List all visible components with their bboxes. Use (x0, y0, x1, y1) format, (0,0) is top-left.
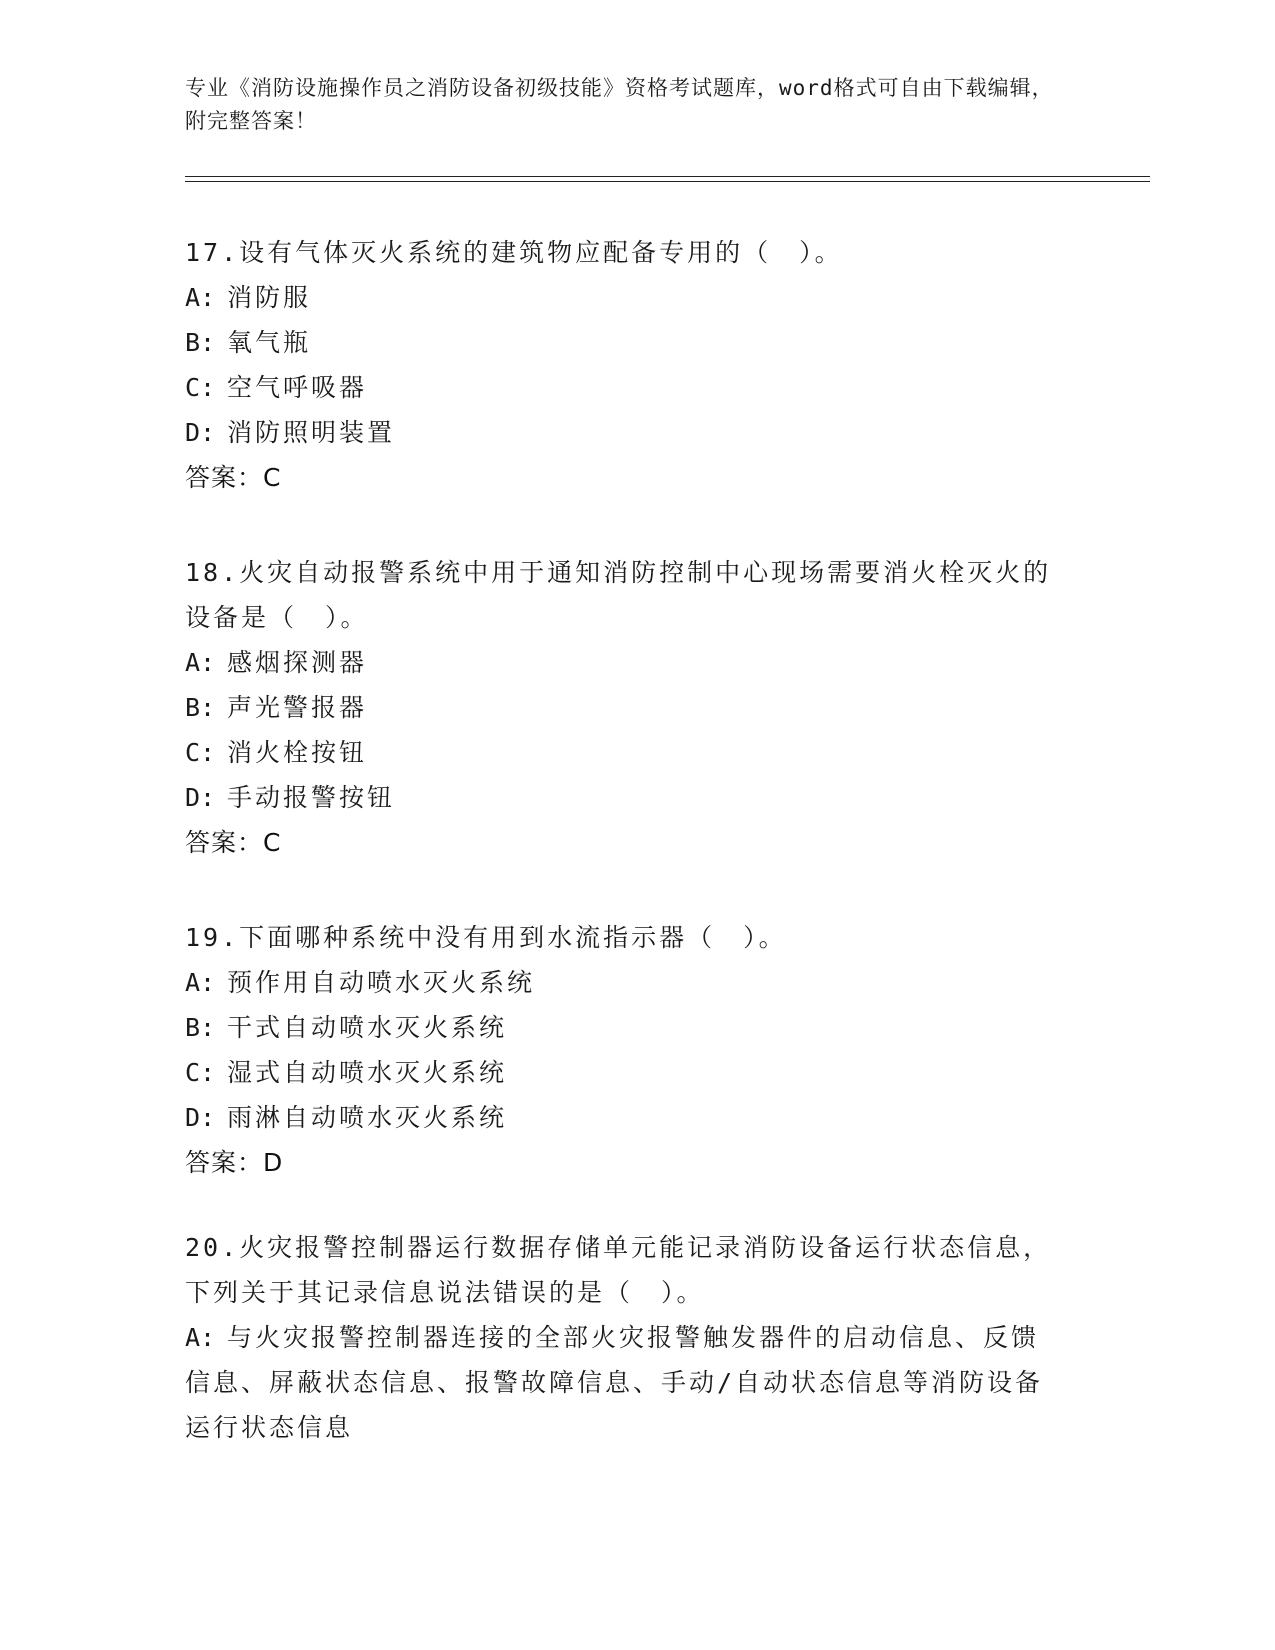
document-header: 专业《消防设施操作员之消防设备初级技能》资格考试题库，word格式可自由下载编辑，附完整答案！ (185, 76, 1054, 133)
option-text: 氧气瓶 (227, 328, 312, 357)
option-text: 声光警报器 (227, 693, 368, 722)
option-key: D: (185, 783, 216, 812)
option-a (185, 960, 1065, 1005)
option-text: 预作用自动喷水灭火系统 (227, 968, 536, 997)
answer-label: 答案： (185, 828, 264, 857)
question-stem (185, 1225, 1065, 1315)
option-key: B: (185, 693, 216, 722)
option-key: C: (185, 1058, 216, 1087)
answer-line (185, 455, 1065, 500)
option-text: 手动报警按钮 (227, 783, 396, 812)
option-text: 干式自动喷水灭火系统 (227, 1013, 508, 1042)
option-d (185, 410, 1065, 455)
option-c (185, 1050, 1065, 1095)
question-text: 设有气体灭火系统的建筑物应配备专用的（ ）。 (239, 238, 843, 267)
option-key: B: (185, 328, 216, 357)
question-17 (185, 230, 1065, 500)
option-key: A: (185, 968, 216, 997)
option-d (185, 1095, 1065, 1140)
answer-value: D (263, 1148, 284, 1177)
option-text: 空气呼吸器 (227, 373, 368, 402)
option-c (185, 365, 1065, 410)
question-number: 17. (185, 238, 240, 267)
question-number: 19. (185, 923, 240, 952)
header-divider (185, 176, 1150, 182)
question-number: 20. (185, 1233, 240, 1262)
option-text: 消防照明装置 (227, 418, 396, 447)
option-b (185, 1005, 1065, 1050)
option-text: 消火栓按钮 (227, 738, 368, 767)
option-a (185, 275, 1065, 320)
option-a (185, 640, 1065, 685)
question-text: 火灾自动报警系统中用于通知消防控制中心现场需要消火栓灭火的设备是（ ）。 (185, 558, 1052, 632)
option-c (185, 730, 1065, 775)
option-b (185, 320, 1065, 365)
option-text: 雨淋自动喷水灭火系统 (227, 1103, 508, 1132)
option-key: A: (185, 283, 216, 312)
option-key: A: (185, 648, 216, 677)
question-stem (185, 550, 1065, 640)
question-20 (185, 1225, 1065, 1450)
question-text: 火灾报警控制器运行数据存储单元能记录消防设备运行状态信息，下列关于其记录信息说法错误的是（ ）。 (185, 1233, 1052, 1307)
option-text: 湿式自动喷水灭火系统 (227, 1058, 508, 1087)
option-d (185, 775, 1065, 820)
option-key: B: (185, 1013, 216, 1042)
question-stem (185, 230, 1065, 275)
answer-value: C (263, 828, 282, 857)
option-b (185, 685, 1065, 730)
answer-line (185, 1140, 1065, 1185)
option-text: 感烟探测器 (227, 648, 368, 677)
option-key: D: (185, 1103, 216, 1132)
answer-value: C (263, 463, 282, 492)
question-text: 下面哪种系统中没有用到水流指示器（ ）。 (239, 923, 787, 952)
question-number: 18. (185, 558, 240, 587)
question-19 (185, 915, 1065, 1185)
answer-label: 答案： (185, 463, 264, 492)
option-key: C: (185, 738, 216, 767)
option-a (185, 1315, 1065, 1450)
option-key: C: (185, 373, 216, 402)
option-text: 与火灾报警控制器连接的全部火灾报警触发器件的启动信息、反馈信息、屏蔽状态信息、报警故障信息、手动/自动状态信息等消防设备运行状态信息 (185, 1323, 1044, 1442)
option-text: 消防服 (227, 283, 312, 312)
option-key: A: (185, 1323, 216, 1352)
answer-label: 答案： (185, 1148, 264, 1177)
question-18 (185, 550, 1065, 865)
answer-line (185, 820, 1065, 865)
option-key: D: (185, 418, 216, 447)
question-stem (185, 915, 1065, 960)
